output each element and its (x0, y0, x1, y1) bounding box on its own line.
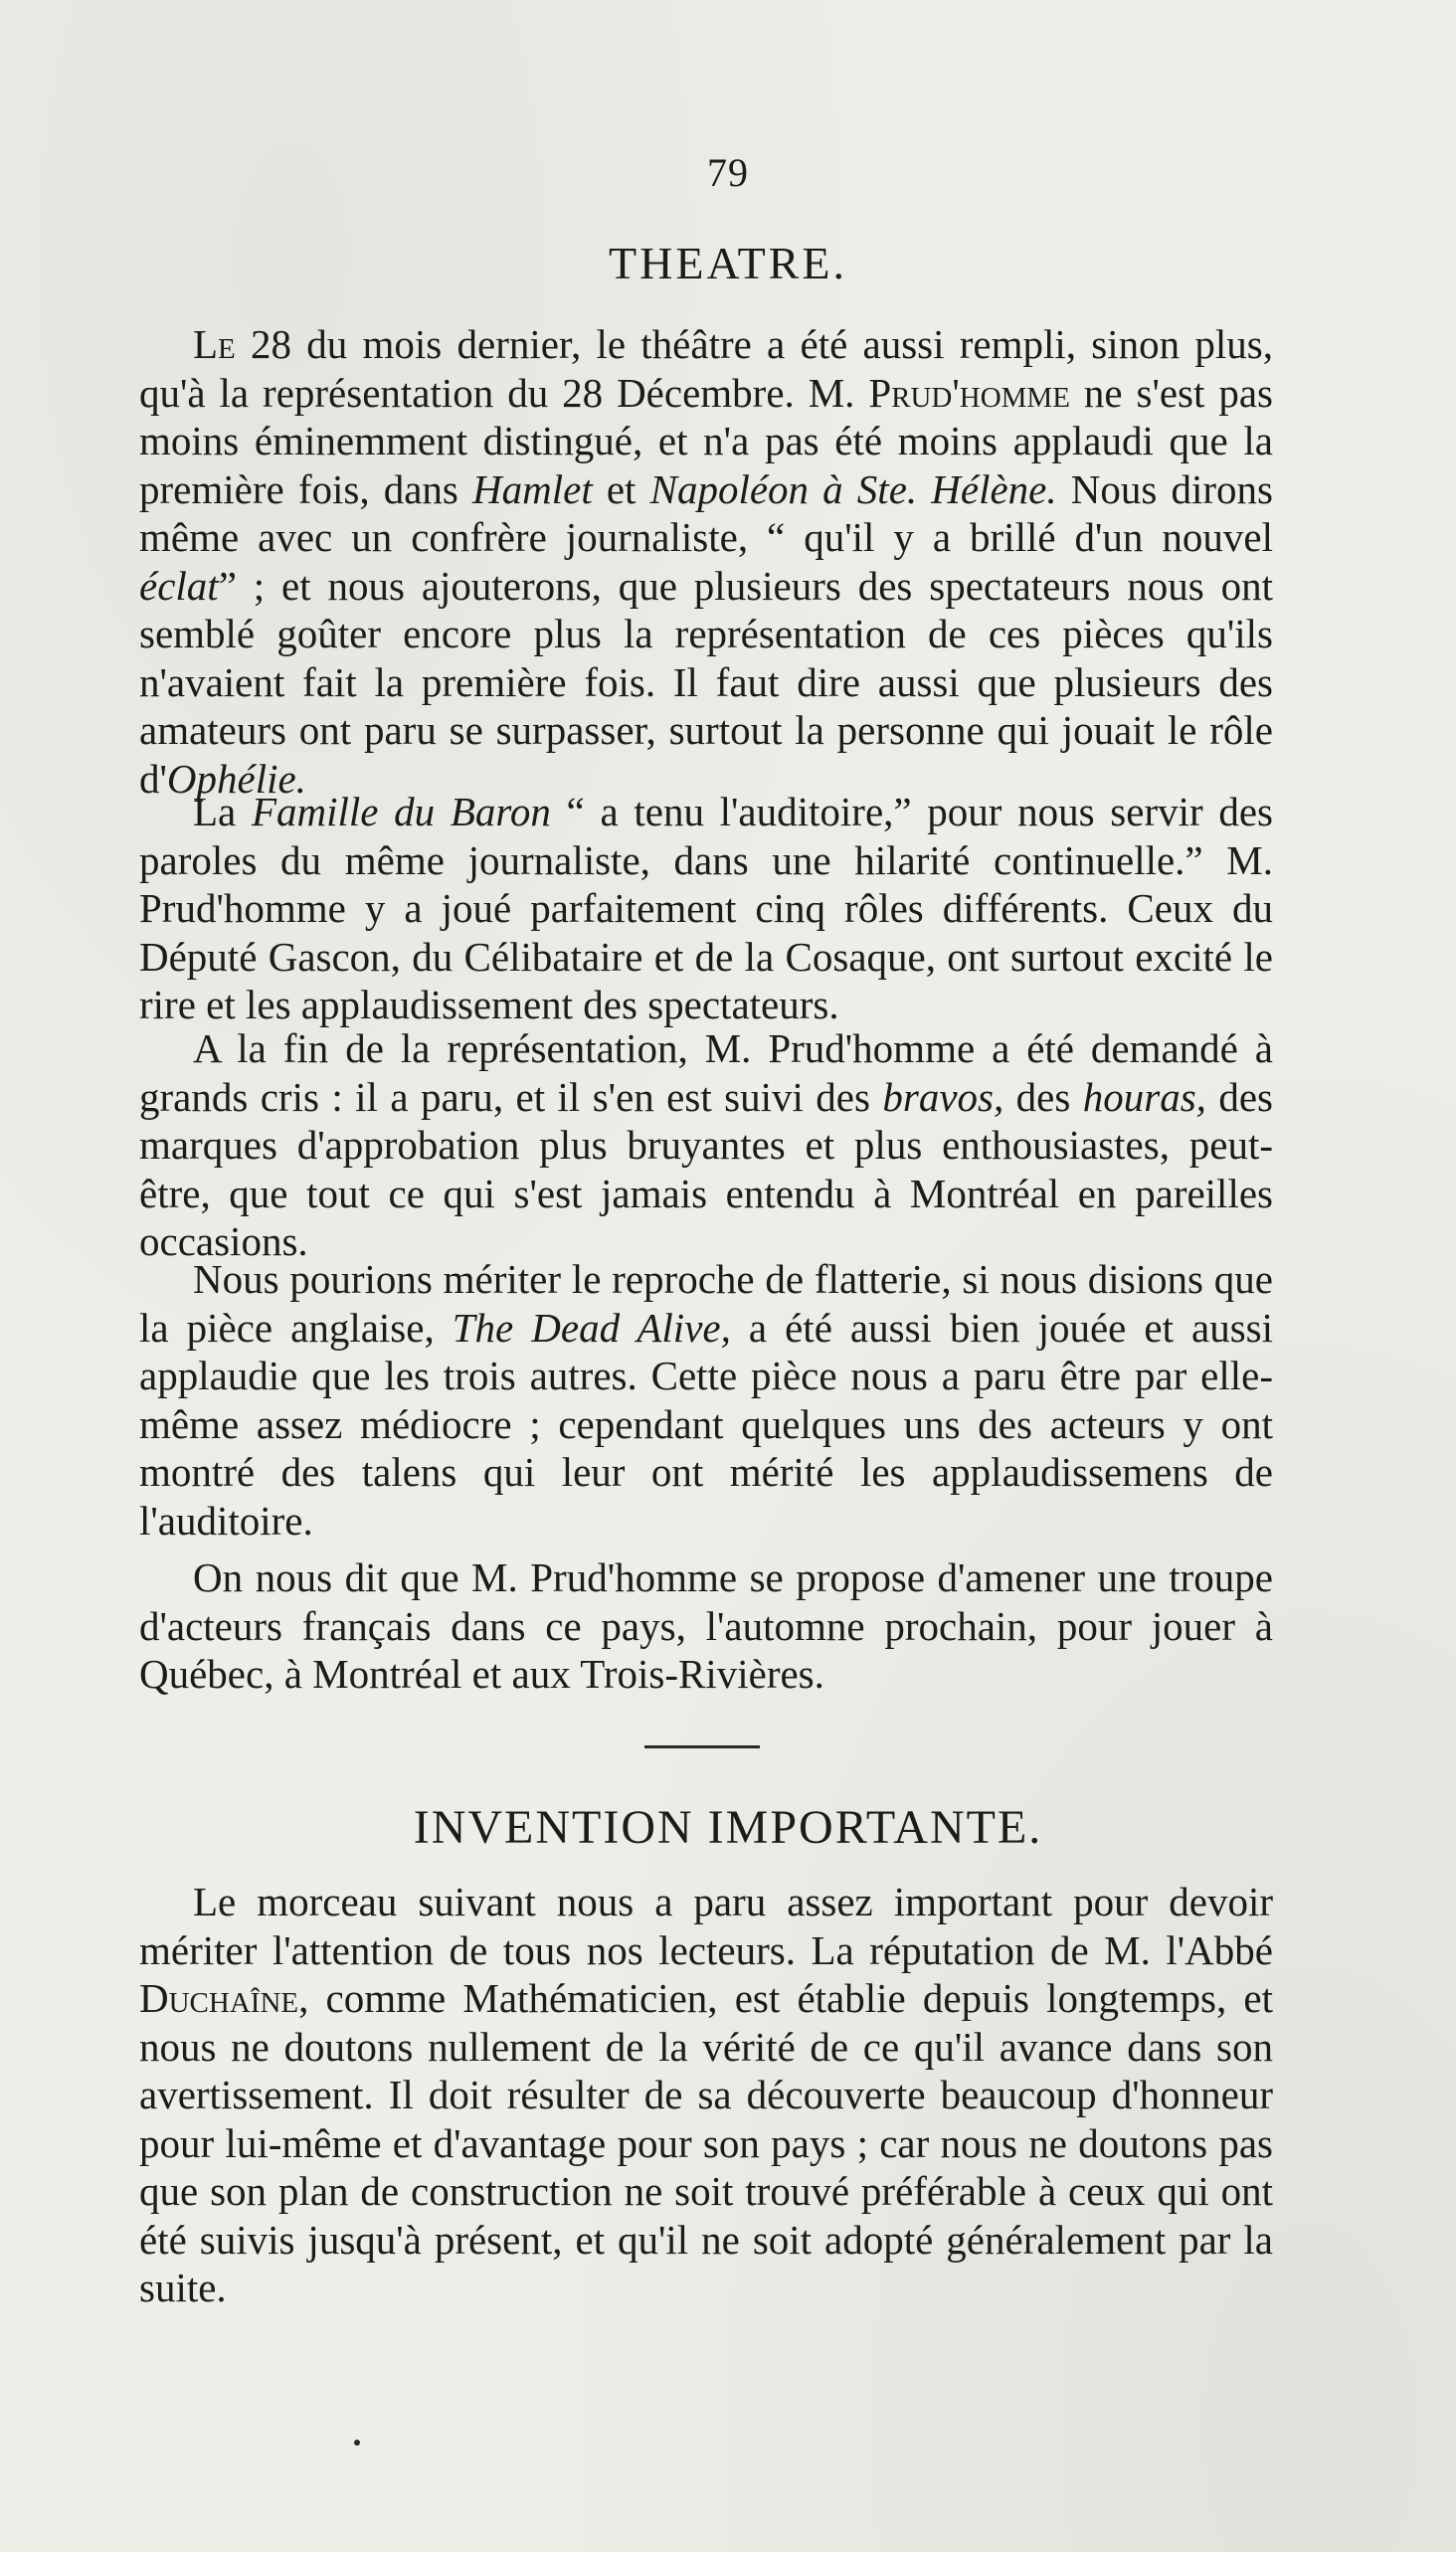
text-run: Nous dirons même avec un confrère journaliste, “ qu'il y a brillé d'un nouvel (139, 465, 1273, 560)
text-run: et (592, 465, 650, 512)
text-run: Le morceau suivant nous a paru assez important pour devoir mériter l'attention de tous nos lecteurs. La réputation de M. l'Abbé (139, 1879, 1273, 1973)
text-run: a été aussi bien jouée et aussi applaudie que les trois autres. Cette pièce nous a paru être par elle-même assez médiocre ; cependant quelques uns des acteurs y ont montré des talens qui leur ont mérité les applaudissemens de l'auditoire. (139, 1304, 1274, 1544)
section-title-theatre: THEATRE. (609, 238, 847, 288)
paragraph-lead-word: Le (193, 321, 236, 367)
play-title: Hamlet (472, 465, 593, 512)
text-run: des (1003, 1073, 1083, 1120)
text-run: On nous dit que M. Prud'homme se propose d'amener une troupe d'acteurs français dans ce pays, l'automne prochain, pour jouer à Québec, à Montréal et aux Trois-Rivières. (139, 1554, 1273, 1697)
text-run: ne s'est pas moins éminemment distingué, et n'a pas été moins applaudi que la première fois, dans (139, 369, 1273, 512)
person-name: Prud'homme (868, 369, 1070, 416)
person-name: Duchaîne (139, 1975, 299, 2021)
section-title-invention: INVENTION IMPORTANTE. (413, 1801, 1043, 1854)
theatre-paragraph-2 (139, 788, 1273, 1029)
text-run: “ a tenu l'auditoire,” pour nous servir des paroles du même journaliste, dans une hilarité continuelle.” M. Prud'homme y a joué parfaitement cinq rôles différents. Ceux du Député Gascon, du Célibataire et de la Cosaque, ont surtout excité le rire et les applaudissement des spectateurs. (139, 789, 1273, 1027)
page-number: 79 (707, 150, 749, 195)
ink-speck (354, 2440, 360, 2446)
emphasis-word: houras, (1082, 1073, 1206, 1120)
text-run: La (193, 789, 252, 834)
text-run: , comme Mathématicien, est établie depuis longtemps, et nous ne doutons nullement de la vérité de ce qu'il avance dans son avertissement. Il doit résulter de sa découverte beaucoup d'honneur pour lui-même et d'avantage pour son pays ; car nous ne doutons pas que son plan de construction ne soit trouvé préférable à ceux qui ont été suivis jusqu'à présent, et qu'il ne soit adopté généralement par la suite. (139, 1975, 1273, 2310)
play-title: Famille du Baron (251, 789, 551, 834)
theatre-paragraph-5 (139, 1553, 1273, 1699)
emphasis-word: bravos, (882, 1073, 1004, 1120)
text-run: Nous pourions mériter le reproche de flatterie, si nous disions que la pièce anglaise, (139, 1256, 1273, 1351)
text-run: ” ; et nous ajouterons, que plusieurs des spectateurs nous ont semblé goûter encore plus la représentation de ces pièces qu'ils n'avaient fait la première fois. Il faut dire aussi que plusieurs des amateurs ont paru se surpasser, surtout la personne qui jouait le rôle d' (139, 562, 1273, 802)
theatre-paragraph-1 (139, 320, 1273, 803)
text-run: des marques d'approbation plus bruyantes et plus enthousiastes, peut-être, que tout ce qui s'est jamais entendu à Montréal en pareilles occasions. (139, 1073, 1273, 1264)
role-name: Ophélie. (166, 755, 306, 802)
text-run: A la fin de la représentation, M. Prud'homme a été demandé à grands cris : il a paru, et il s'en est suivi des (139, 1025, 1273, 1120)
text-run: 28 du mois dernier, le théâtre a été aussi rempli, sinon plus, qu'à la représentation du 28 Décembre. M. (139, 321, 1273, 416)
play-title: Napoléon à Ste. Hélène. (649, 465, 1057, 512)
invention-paragraph-1 (139, 1878, 1273, 2312)
emphasis-word: éclat (139, 562, 219, 609)
theatre-paragraph-4 (139, 1255, 1273, 1545)
play-title: The Dead Alive, (452, 1304, 731, 1351)
theatre-paragraph-3 (139, 1024, 1273, 1266)
section-divider (644, 1745, 760, 1748)
